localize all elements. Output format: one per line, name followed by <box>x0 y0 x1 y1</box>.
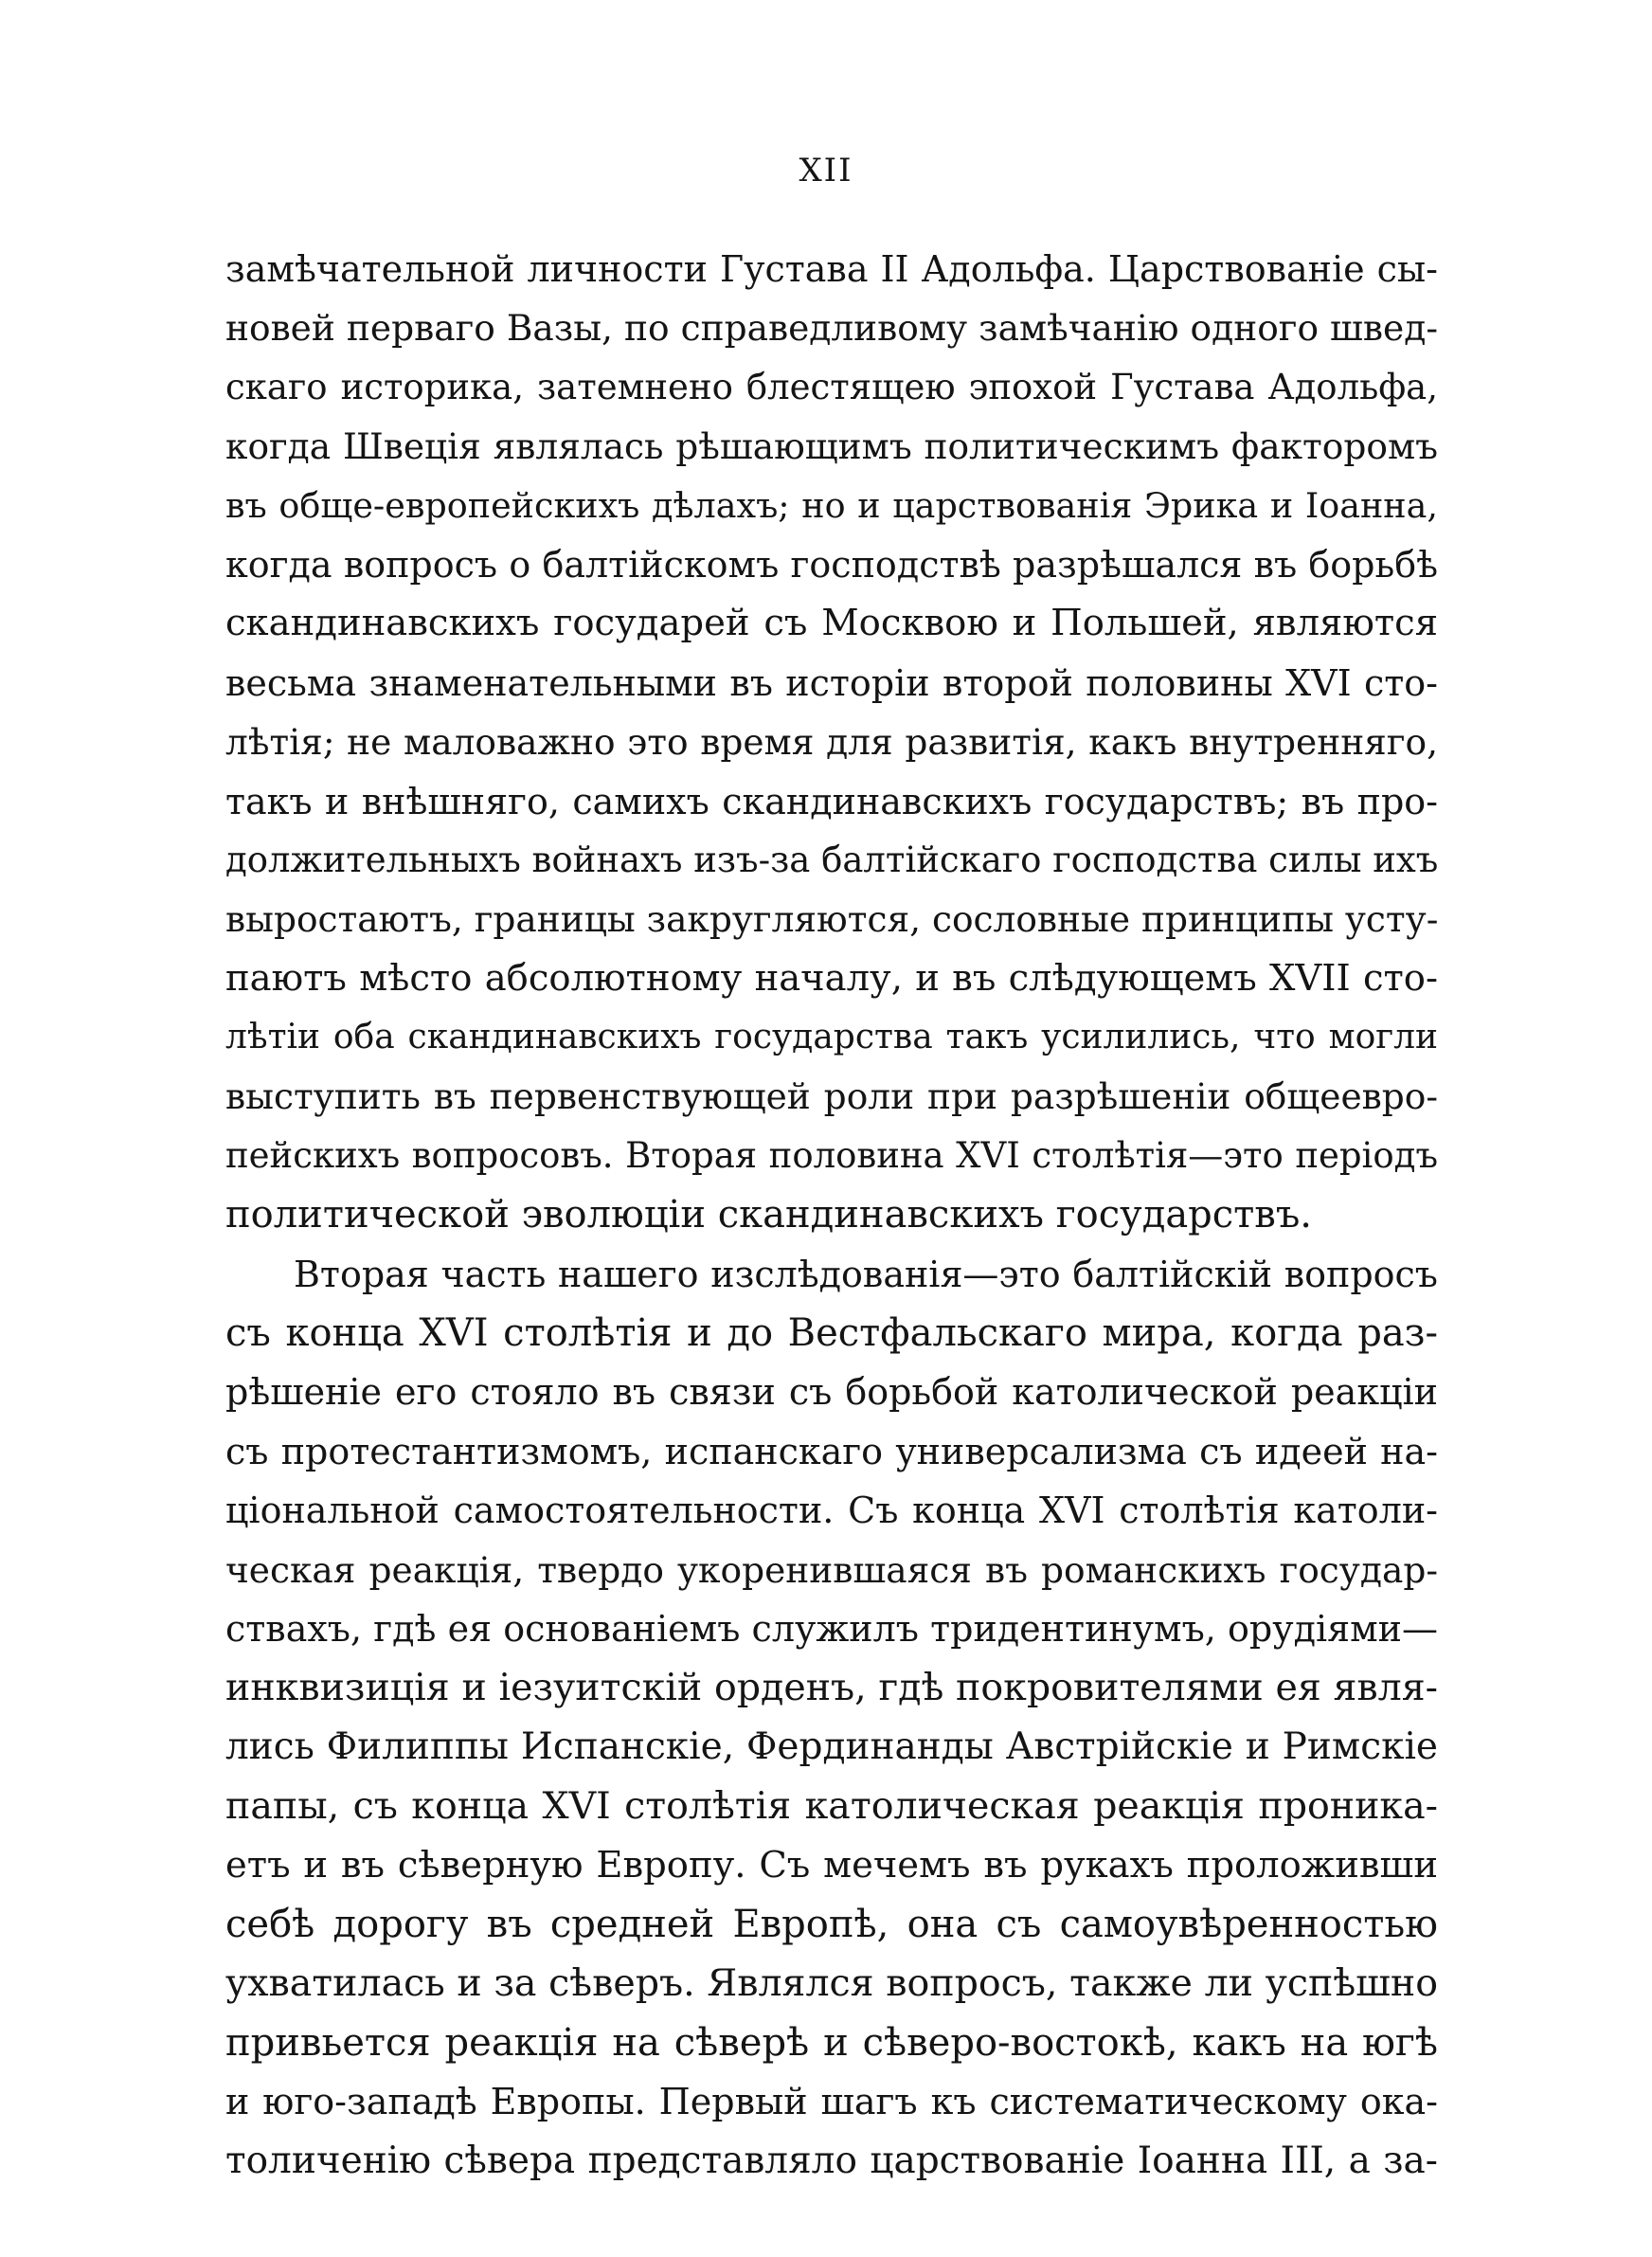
text-line: ціональной самостоятельности. Съ конца XVI столѣтія католи- <box>225 1490 1438 1532</box>
text-line: новей перваго Вазы, по справедливому замѣчанію одного швед- <box>225 307 1438 350</box>
text-line: выростаютъ, границы закругляются, сословные принципы усту- <box>225 898 1438 941</box>
text-line: ствахъ, гдѣ ея основаніемъ служилъ тридентинумъ, орудіями— <box>225 1607 1438 1650</box>
text-line: инквизиція и іезуитскій орденъ, гдѣ покровителями ея явля- <box>225 1666 1438 1710</box>
text-line: ческая реакція, твердо укоренившаяся въ романскихъ государ- <box>225 1548 1438 1591</box>
body-text <box>225 240 1438 2191</box>
text-line: должительныхъ войнахъ изъ-за балтійскаго господства силы ихъ <box>225 839 1438 880</box>
text-line: толиченію сѣвера представляло царствованіе Іоанна III, а за- <box>225 2139 1438 2182</box>
text-line: лѣтія; не маловажно это время для развитія, какъ внутренняго, <box>225 721 1438 764</box>
text-line: привьется реакція на сѣверѣ и сѣверо-востокѣ, какъ на югѣ <box>225 2020 1438 2065</box>
text-line: когда вопросъ о балтійскомъ господствѣ разрѣшался въ борьбѣ <box>225 543 1438 586</box>
text-line: съ конца XVI столѣтія и до Вестфальскаго мира, когда раз- <box>225 1311 1438 1356</box>
text-line: лѣтіи оба скандинавскихъ государства такъ усилились, что могли <box>225 1018 1438 1057</box>
text-line: выступить въ первенствующей роли при разрѣшеніи общеевро- <box>225 1075 1438 1118</box>
text-line: скаго историка, затемнено блестящею эпохой Густава Адольфа, <box>225 366 1438 407</box>
text-line: рѣшеніе его стояло въ связи съ борьбой католической реакціи <box>225 1371 1438 1414</box>
text-line: ухватилась и за сѣверъ. Являлся вопросъ, также ли успѣшно <box>225 1961 1438 2006</box>
text-line: замѣчательной личности Густава II Адольфа. Царствованіе сы- <box>225 248 1438 290</box>
text-line: етъ и въ сѣверную Европу. Съ мечемъ въ рукахъ проложивши <box>225 1843 1438 1887</box>
text-line: пейскихъ вопросовъ. Вторая половина XVI столѣтія—это періодъ <box>225 1134 1438 1176</box>
text-line: весьма знаменательными въ исторіи второй половины XVI сто- <box>225 661 1438 704</box>
text-line: въ обще-европейскихъ дѣлахъ; но и царствованія Эрика и Іоанна, <box>225 484 1438 526</box>
text-line: папы, съ конца XVI столѣтія католическая реакція проника- <box>225 1784 1438 1829</box>
text-line: такъ и внѣшняго, самихъ скандинавскихъ государствъ; въ про- <box>225 780 1438 822</box>
page-number: XII <box>799 152 853 190</box>
text-line: политической эволюціи скандинавскихъ государствъ. <box>225 1193 1312 1237</box>
text-line: скандинавскихъ государей съ Москвою и Польшей, являются <box>225 602 1438 645</box>
text-line: и юго-западѣ Европы. Первый шагъ къ систематическому ока- <box>225 2081 1438 2123</box>
text-line: съ протестантизмомъ, испанскаго универсализма съ идеей на- <box>225 1430 1438 1472</box>
text-line: Вторая часть нашего изслѣдованія—это балтійскій вопросъ <box>294 1253 1438 1295</box>
text-line: себѣ дорогу въ средней Европѣ, она съ самоувѣренностью <box>225 1902 1438 1946</box>
text-line: лись Филиппы Испанскіе, Фердинанды Австрійскіе и Римскіе <box>225 1724 1438 1768</box>
text-line: когда Швеція являлась рѣшающимъ политическимъ факторомъ <box>225 425 1438 468</box>
text-line: паютъ мѣсто абсолютному началу, и въ слѣдующемъ XVII сто- <box>225 956 1438 1000</box>
